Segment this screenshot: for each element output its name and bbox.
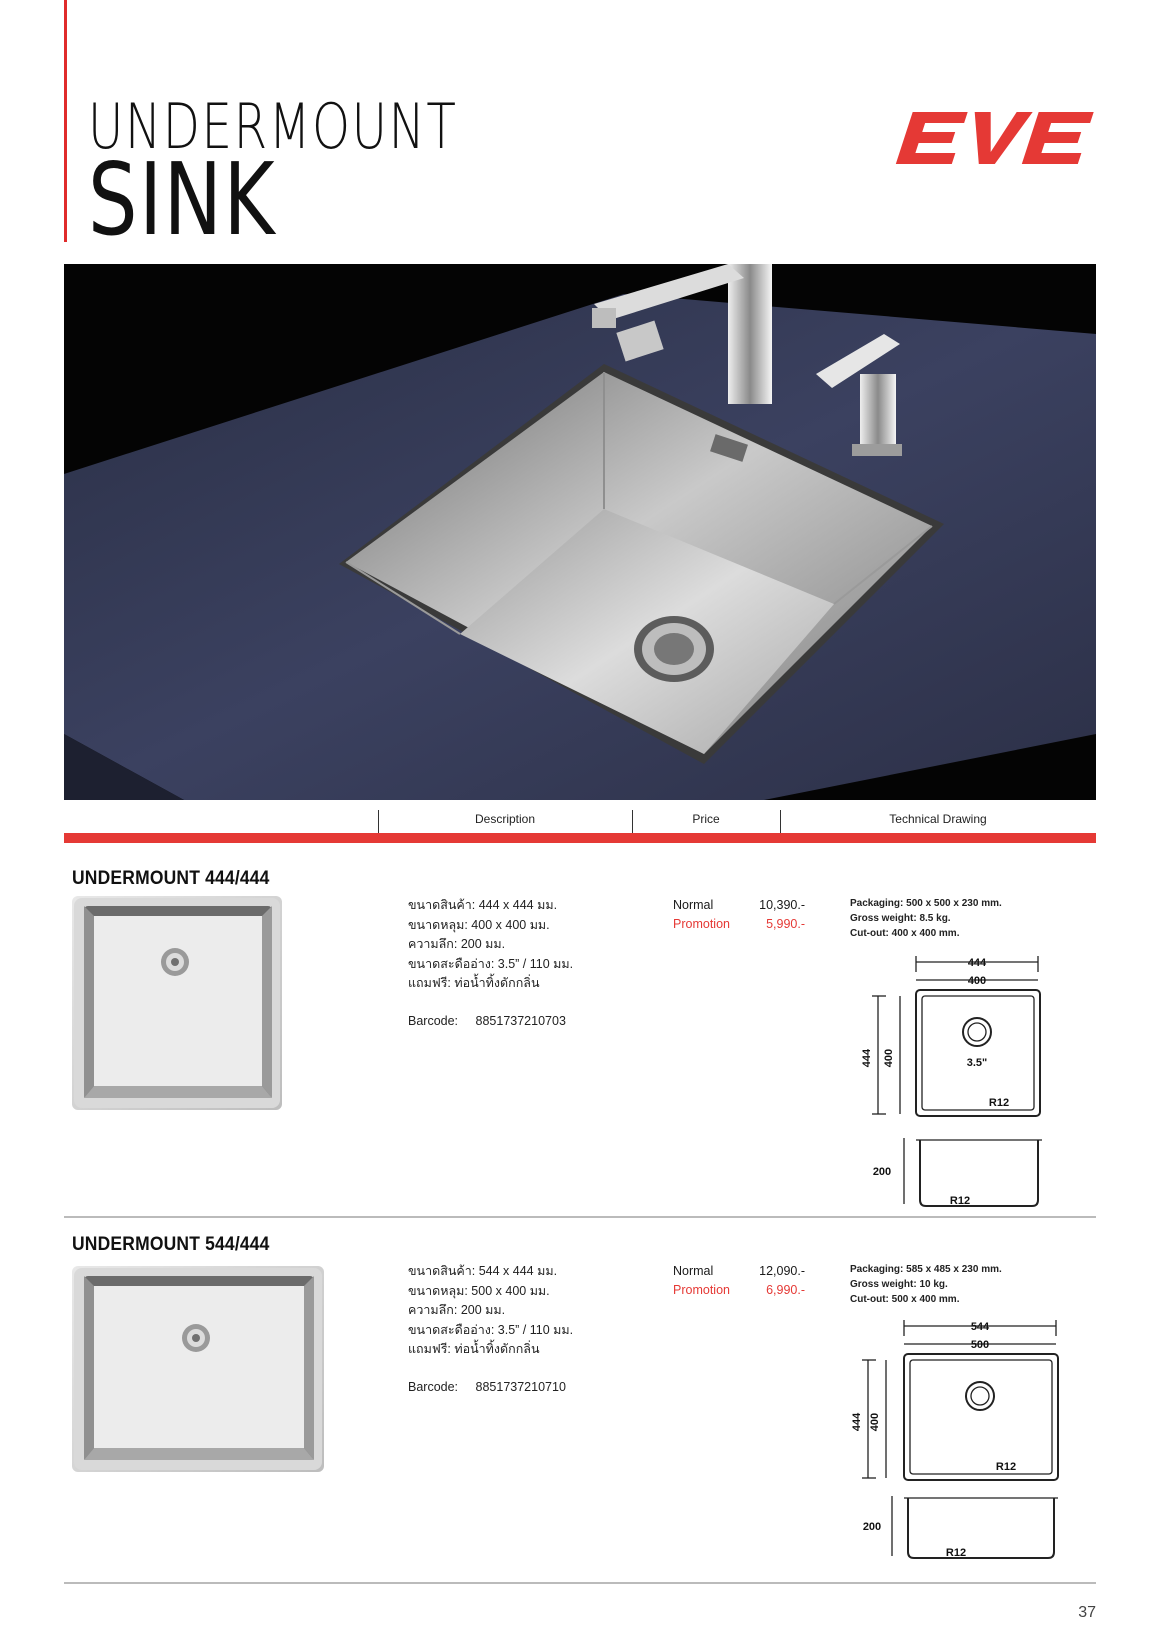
product-photo [72, 1266, 324, 1472]
product-model-title: UNDERMOUNT 444/444 [72, 868, 270, 889]
product-description [408, 896, 658, 1031]
desc-line: ความลึก: 200 มม. [408, 937, 506, 951]
row-divider [64, 1216, 1096, 1218]
desc-line: แถมฟรี: ท่อน้ำทิ้งดักกลิ่น [408, 976, 540, 990]
dim-radius: R12 [988, 1097, 1010, 1109]
desc-line: ความลึก: 200 มม. [408, 1303, 506, 1317]
dim-depth: 200 [862, 1521, 882, 1533]
dim-inner-height: 400 [883, 1048, 895, 1068]
eve-brand-logo [884, 108, 1094, 168]
price-block [673, 1262, 805, 1302]
barcode-row [408, 1012, 658, 1032]
header-technical-drawing: Technical Drawing [889, 812, 987, 826]
gross-weight-text: Gross weight: 8.5 kg. [850, 913, 951, 924]
dim-outer-height: 444 [851, 1412, 863, 1432]
desc-line: ขนาดหลุม: 400 x 400 มม. [408, 917, 550, 932]
barcode-row [408, 1378, 658, 1398]
packaging-text: Packaging: 585 x 485 x 230 mm. [850, 1264, 1002, 1275]
page-number: 37 [1078, 1604, 1096, 1621]
desc-line: ขนาดสินค้า: 444 x 444 มม. [408, 898, 558, 912]
dim-depth-radius: R12 [949, 1195, 971, 1207]
product-photo [72, 896, 282, 1110]
page-title-line2: SINK [88, 141, 277, 258]
row-divider [64, 1582, 1096, 1584]
promo-price-label: Promotion [673, 917, 730, 931]
page-title-line1: UNDERMOUNT [88, 90, 458, 163]
dim-outer-height: 444 [861, 1048, 873, 1068]
barcode-label: Barcode: [408, 1013, 459, 1028]
desc-line: ขนาดสะดืออ่าง: 3.5” / 110 มม. [408, 956, 574, 971]
technical-specs [850, 896, 1070, 941]
desc-line: ขนาดสะดืออ่าง: 3.5” / 110 มม. [408, 1322, 574, 1337]
normal-price-value: 12,090.- [759, 1264, 805, 1278]
product-model-title: UNDERMOUNT 544/444 [72, 1234, 270, 1255]
promo-price-value: 6,990.- [766, 1283, 805, 1297]
promo-price-value: 5,990.- [766, 917, 805, 931]
barcode-value: 8851737210703 [475, 1013, 566, 1028]
desc-line: ขนาดสินค้า: 544 x 444 มม. [408, 1264, 558, 1278]
normal-price-value: 10,390.- [759, 898, 805, 912]
packaging-text: Packaging: 500 x 500 x 230 mm. [850, 898, 1002, 909]
dim-depth: 200 [872, 1166, 892, 1178]
dim-depth-radius: R12 [945, 1547, 967, 1559]
barcode-value: 8851737210710 [475, 1379, 566, 1394]
price-block [673, 896, 805, 936]
header-description: Description [474, 812, 536, 826]
technical-drawing [851, 1314, 1066, 1564]
cutout-text: Cut-out: 400 x 400 mm. [850, 928, 960, 939]
technical-specs [850, 1262, 1070, 1307]
barcode-label: Barcode: [408, 1379, 459, 1394]
desc-line: ขนาดหลุม: 500 x 400 มม. [408, 1283, 550, 1298]
header-price: Price [692, 812, 720, 826]
dim-drain: 3.5" [966, 1057, 988, 1069]
dim-outer-width: 444 [967, 957, 987, 969]
normal-price-label: Normal [673, 1264, 714, 1278]
promo-price-label: Promotion [673, 1283, 730, 1297]
accent-vertical-line [64, 0, 67, 242]
dim-outer-width: 544 [970, 1321, 990, 1333]
normal-price-label: Normal [673, 898, 714, 912]
hero-sink-photo [64, 264, 1096, 800]
cutout-text: Cut-out: 500 x 400 mm. [850, 1294, 960, 1305]
dim-radius: R12 [995, 1461, 1017, 1473]
header-red-bar [64, 833, 1096, 843]
dim-inner-width: 400 [967, 975, 987, 987]
gross-weight-text: Gross weight: 10 kg. [850, 1279, 948, 1290]
dim-inner-height: 400 [869, 1412, 881, 1432]
table-header [64, 800, 1096, 844]
desc-line: แถมฟรี: ท่อน้ำทิ้งดักกลิ่น [408, 1342, 540, 1356]
product-description [408, 1262, 658, 1397]
dim-inner-width: 500 [970, 1339, 990, 1351]
technical-drawing [860, 950, 1060, 1210]
